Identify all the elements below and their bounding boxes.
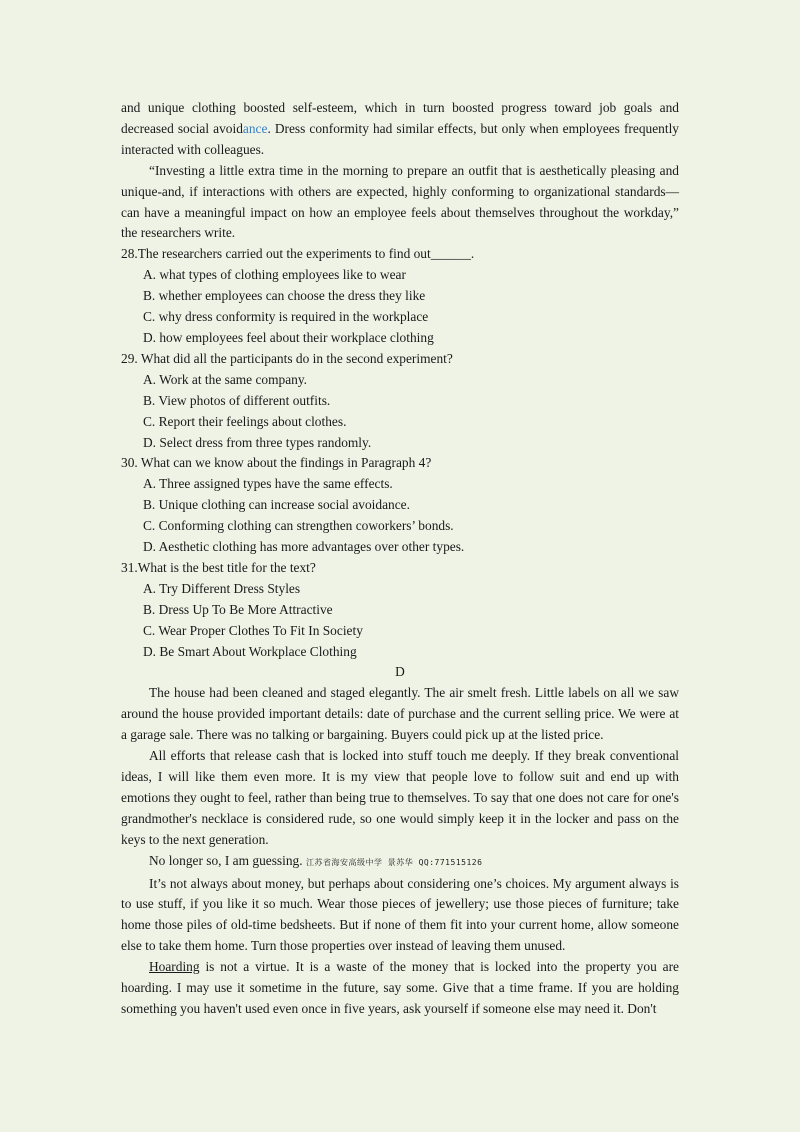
option-a: A. Try Different Dress Styles bbox=[143, 580, 301, 596]
paragraph-d3: No longer so, I am guessing. 江苏省海安高级中学 景苏华 QQ:771515126 bbox=[149, 852, 483, 868]
paragraph-d5: Hoarding is not a virtue. It is a waste of the money that is locked into the property you are hoarding. I may use it sometime in the future, say some. Give that a time frame. If you are holding something you haven't used even once in five years, ask yourself if someone else may need it. Don't bbox=[121, 959, 679, 1016]
question-30 bbox=[121, 453, 679, 558]
paragraph-quote: “Investing a little extra time in the morning to prepare an outfit that is aesthetically pleasing and unique-and, if interactions with others are expected, highly conforming to organizational standards—can have a meaningful impact on how an employee feels about themselves throughout the workday,” the researchers write. bbox=[121, 162, 679, 241]
question-29 bbox=[121, 349, 679, 454]
paragraph-d4: It’s not always about money, but perhaps about considering one’s choices. My argument always is to use stuff, if you like it so much. Wear those pieces of jewellery; use those pieces of furniture; take home those piles of old-time bedsheets. But if none of them fit into your current home, allow someone else to take them home. Turn those properties over instead of leaving them unused. bbox=[121, 875, 679, 954]
option-d: D. Aesthetic clothing has more advantages over other types. bbox=[143, 539, 465, 555]
option-b: B. Unique clothing can increase social avoidance. bbox=[143, 497, 410, 513]
option-b: B. View photos of different outfits. bbox=[143, 392, 331, 408]
section-heading: D bbox=[395, 664, 405, 680]
question-stem: 31.What is the best title for the text? bbox=[121, 559, 316, 575]
question-stem: 29. What did all the participants do in the second experiment? bbox=[121, 350, 453, 366]
question-stem: 28.The researchers carried out the experiments to find out______. bbox=[121, 246, 475, 262]
paragraph-intro: and unique clothing boosted self-esteem, which in turn boosted progress toward job goals and decreased social avoidance. Dress conformity had similar effects, but only when employees frequently interacted with colleagues. bbox=[121, 100, 679, 157]
question-stem: 30. What can we know about the findings in Paragraph 4? bbox=[121, 455, 432, 471]
document-body bbox=[121, 98, 679, 1020]
option-d: D. Select dress from three types randomly. bbox=[143, 434, 372, 450]
option-a: A. what types of clothing employees like to wear bbox=[143, 267, 406, 283]
option-a: A. Three assigned types have the same effects. bbox=[143, 476, 393, 492]
option-b: B. whether employees can choose the dress they like bbox=[143, 288, 426, 304]
question-28 bbox=[121, 244, 679, 349]
option-a: A. Work at the same company. bbox=[143, 371, 308, 387]
highlighted-text: ance bbox=[242, 120, 268, 136]
option-b: B. Dress Up To Be More Attractive bbox=[143, 601, 333, 617]
option-d: D. how employees feel about their workplace clothing bbox=[143, 329, 434, 345]
underlined-word: Hoarding bbox=[149, 959, 200, 975]
option-c: C. Wear Proper Clothes To Fit In Society bbox=[143, 622, 363, 638]
option-d: D. Be Smart About Workplace Clothing bbox=[143, 643, 357, 659]
option-c: C. Conforming clothing can strengthen coworkers’ bonds. bbox=[143, 518, 454, 534]
watermark-text: 江苏省海安高级中学 景苏华 QQ:771515126 bbox=[305, 857, 483, 867]
question-31 bbox=[121, 558, 679, 663]
option-c: C. Report their feelings about clothes. bbox=[143, 413, 347, 429]
option-c: C. why dress conformity is required in the workplace bbox=[143, 309, 429, 325]
paragraph-d2: All efforts that release cash that is locked into stuff touch me deeply. If they break conventional ideas, I will like them even more. It is my view that people love to follow suit and end up with emotions they ought to feel, rather than being true to themselves. To say that one does not care for one's grandmother's necklace is considered rude, so one would simply keep it in the locker and pass on the keys to the next generation. bbox=[121, 748, 679, 847]
paragraph-d1: The house had been cleaned and staged elegantly. The air smelt fresh. Little labels on all we saw around the house provided important details: date of purchase and the current selling price. We were at a garage sale. There was no talking or bargaining. Buyers could pick up at the listed price. bbox=[121, 685, 679, 743]
